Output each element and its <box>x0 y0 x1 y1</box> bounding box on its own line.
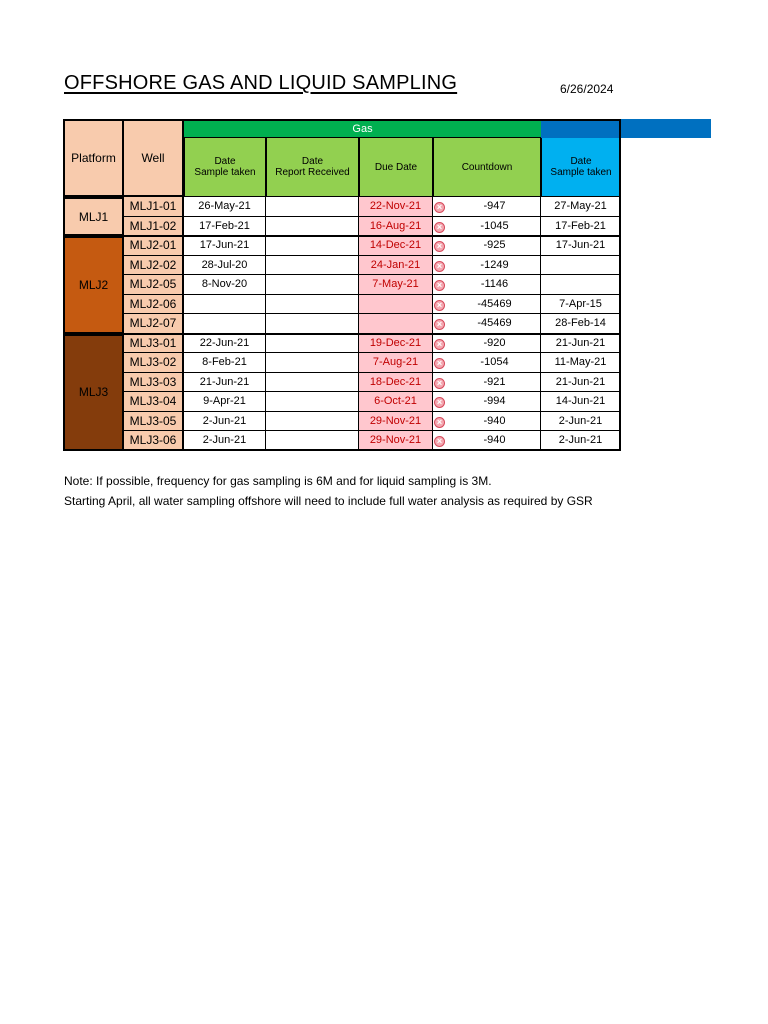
liquid-sample-date-cell: 14-Jun-21 <box>541 392 621 412</box>
countdown-value: -1045 <box>480 219 509 232</box>
sample-date-cell: 2-Jun-21 <box>184 431 266 451</box>
report-date-cell <box>266 431 359 451</box>
sample-date-cell: 8-Nov-20 <box>184 275 266 295</box>
countdown-value: -45469 <box>477 317 512 330</box>
countdown-cell <box>433 431 541 451</box>
report-date-cell <box>266 197 359 217</box>
due-date-cell: 14-Dec-21 <box>359 236 433 256</box>
red-x-circle-icon: × <box>434 378 445 389</box>
due-date-cell: 19-Dec-21 <box>359 334 433 354</box>
countdown-cell <box>433 373 541 393</box>
liquid-sample-date-cell: 7-Apr-15 <box>541 295 621 315</box>
header-platform: Platform <box>63 119 124 197</box>
header-date-sample: Date Sample taken <box>184 138 266 197</box>
red-x-circle-icon: × <box>434 319 445 330</box>
header-gas-group: Gas <box>184 119 541 138</box>
liquid-sample-date-cell: 28-Feb-14 <box>541 314 621 334</box>
sample-date-cell <box>184 314 266 334</box>
due-date-cell: 7-May-21 <box>359 275 433 295</box>
header-due-date: Due Date <box>359 138 433 197</box>
countdown-value: -1054 <box>480 356 509 369</box>
well-cell: MLJ3-05 <box>124 412 184 432</box>
report-date-cell <box>266 334 359 354</box>
red-x-circle-icon: × <box>434 358 445 369</box>
report-date-cell <box>266 275 359 295</box>
well-cell: MLJ2-02 <box>124 256 184 276</box>
liquid-sample-date-cell: 2-Jun-21 <box>541 431 621 451</box>
note-frequency: Note: If possible, frequency for gas sampling is 6M and for liquid sampling is 3M. <box>64 474 492 488</box>
countdown-value: -1249 <box>480 258 509 271</box>
due-date-cell: 29-Nov-21 <box>359 412 433 432</box>
countdown-value: -920 <box>483 336 506 349</box>
liquid-sample-date-cell: 21-Jun-21 <box>541 334 621 354</box>
report-date: 6/26/2024 <box>560 82 614 96</box>
well-cell: MLJ3-01 <box>124 334 184 354</box>
header-date-report: Date Report Received <box>266 138 359 197</box>
liquid-sample-date-cell <box>541 275 621 295</box>
well-cell: MLJ2-07 <box>124 314 184 334</box>
well-cell: MLJ2-06 <box>124 295 184 315</box>
report-date-cell <box>266 217 359 237</box>
due-date-cell: 29-Nov-21 <box>359 431 433 451</box>
countdown-value: -940 <box>483 414 506 427</box>
liquid-sample-date-cell <box>541 256 621 276</box>
well-cell: MLJ2-05 <box>124 275 184 295</box>
liquid-sample-date-cell: 17-Feb-21 <box>541 217 621 237</box>
countdown-cell <box>433 256 541 276</box>
countdown-value: -45469 <box>477 297 512 310</box>
sample-date-cell: 9-Apr-21 <box>184 392 266 412</box>
platform-cell-mlj3: MLJ3 <box>63 334 124 451</box>
report-date-cell <box>266 373 359 393</box>
well-cell: MLJ1-01 <box>124 197 184 217</box>
red-x-circle-icon: × <box>434 241 445 252</box>
countdown-cell <box>433 217 541 237</box>
well-cell: MLJ1-02 <box>124 217 184 237</box>
report-date-cell <box>266 353 359 373</box>
sample-date-cell: 2-Jun-21 <box>184 412 266 432</box>
red-x-circle-icon: × <box>434 417 445 428</box>
report-date-cell <box>266 392 359 412</box>
sample-date-cell: 22-Jun-21 <box>184 334 266 354</box>
red-x-circle-icon: × <box>434 300 445 311</box>
liquid-sample-date-cell: 27-May-21 <box>541 197 621 217</box>
header-countdown: Countdown <box>433 138 541 197</box>
report-date-cell <box>266 314 359 334</box>
countdown-value: -940 <box>483 434 506 447</box>
due-date-cell: 18-Dec-21 <box>359 373 433 393</box>
sample-date-cell: 26-May-21 <box>184 197 266 217</box>
countdown-cell <box>433 392 541 412</box>
report-date-cell <box>266 236 359 256</box>
countdown-value: -925 <box>483 239 506 252</box>
well-cell: MLJ3-06 <box>124 431 184 451</box>
sample-date-cell <box>184 295 266 315</box>
note-water-analysis: Starting April, all water sampling offshore will need to include full water analysis as required by GSR <box>64 494 593 508</box>
well-cell: MLJ3-02 <box>124 353 184 373</box>
due-date-cell: 6-Oct-21 <box>359 392 433 412</box>
red-x-circle-icon: × <box>434 397 445 408</box>
sample-date-cell: 8-Feb-21 <box>184 353 266 373</box>
well-cell: MLJ2-01 <box>124 236 184 256</box>
countdown-value: -947 <box>483 200 506 213</box>
report-date-cell <box>266 256 359 276</box>
countdown-cell <box>433 353 541 373</box>
due-date-cell: 16-Aug-21 <box>359 217 433 237</box>
platform-cell-mlj2: MLJ2 <box>63 236 124 334</box>
group-separator <box>63 333 621 335</box>
well-cell: MLJ3-03 <box>124 373 184 393</box>
report-date-cell <box>266 412 359 432</box>
well-cell: MLJ3-04 <box>124 392 184 412</box>
red-x-circle-icon: × <box>434 339 445 350</box>
report-date-cell <box>266 295 359 315</box>
header-liquid-date-sample: Date Sample taken <box>541 138 621 197</box>
countdown-cell <box>433 275 541 295</box>
countdown-cell <box>433 236 541 256</box>
countdown-cell <box>433 412 541 432</box>
header-liquid-band <box>541 119 711 138</box>
red-x-circle-icon: × <box>434 280 445 291</box>
liquid-sample-date-cell: 2-Jun-21 <box>541 412 621 432</box>
header-well: Well <box>124 119 184 197</box>
countdown-cell <box>433 334 541 354</box>
red-x-circle-icon: × <box>434 222 445 233</box>
sample-date-cell: 21-Jun-21 <box>184 373 266 393</box>
sample-date-cell: 17-Jun-21 <box>184 236 266 256</box>
countdown-value: -1146 <box>480 278 509 291</box>
countdown-cell <box>433 295 541 315</box>
red-x-circle-icon: × <box>434 261 445 272</box>
sample-date-cell: 17-Feb-21 <box>184 217 266 237</box>
red-x-circle-icon: × <box>434 202 445 213</box>
platform-cell-mlj1: MLJ1 <box>63 197 124 236</box>
page-title: OFFSHORE GAS AND LIQUID SAMPLING <box>64 72 458 94</box>
liquid-sample-date-cell: 11-May-21 <box>541 353 621 373</box>
sample-date-cell: 28-Jul-20 <box>184 256 266 276</box>
due-date-cell <box>359 295 433 315</box>
liquid-sample-date-cell: 21-Jun-21 <box>541 373 621 393</box>
due-date-cell: 22-Nov-21 <box>359 197 433 217</box>
group-separator <box>63 235 621 237</box>
red-x-circle-icon: × <box>434 436 445 447</box>
countdown-cell <box>433 197 541 217</box>
countdown-cell <box>433 314 541 334</box>
due-date-cell <box>359 314 433 334</box>
countdown-value: -921 <box>483 375 506 388</box>
due-date-cell: 24-Jan-21 <box>359 256 433 276</box>
liquid-sample-date-cell: 17-Jun-21 <box>541 236 621 256</box>
countdown-value: -994 <box>483 395 506 408</box>
due-date-cell: 7-Aug-21 <box>359 353 433 373</box>
